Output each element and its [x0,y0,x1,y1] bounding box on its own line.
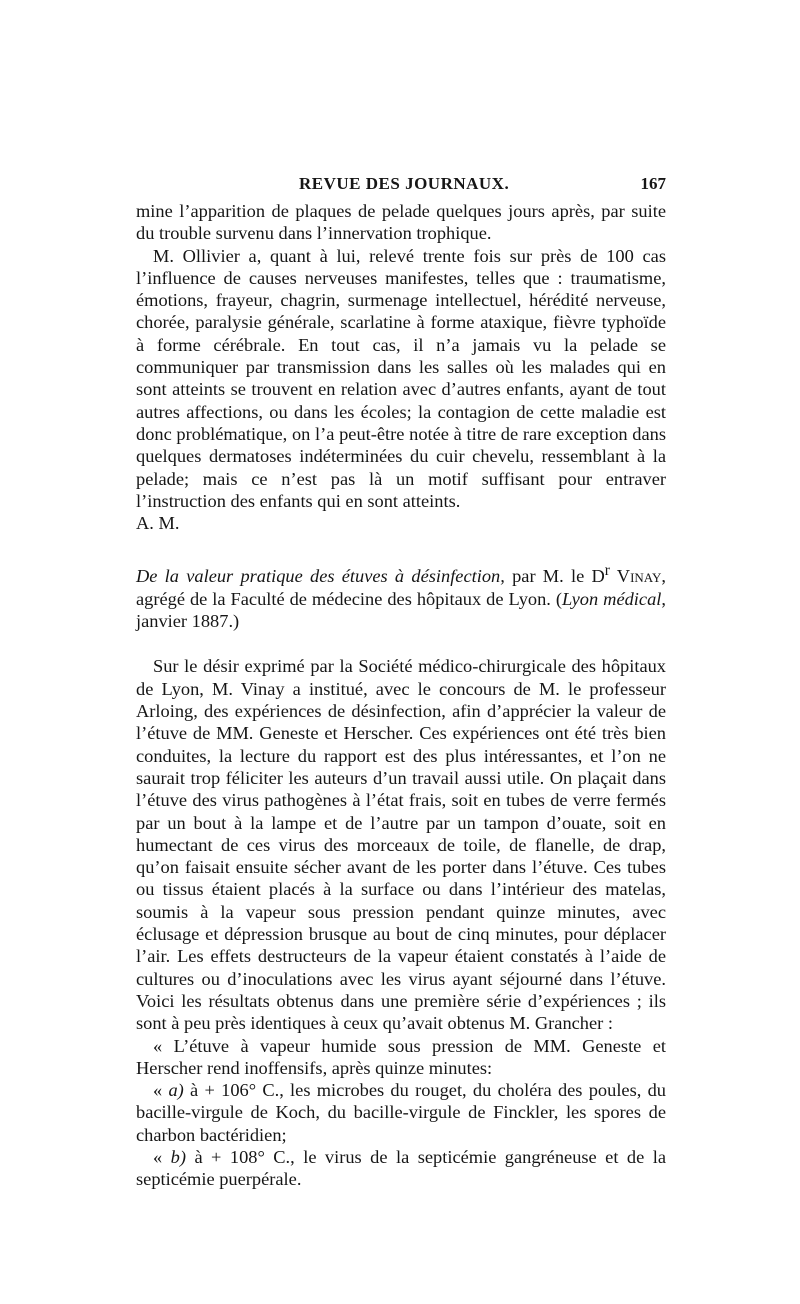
previous-article-paragraph: M. Ollivier a, quant à lui, relevé trente fois sur près de 100 cas l’influence de causes nerveuses manifestes, telles que : traumatisme, émotions, frayeur, chagrin, surmenage intellectuel, hérédité nerveuse, chorée, paralysie générale, scarlatine à forme ataxique, fièvre typhoïde à forme cérébrale. En tout cas, il n’a jamais vu la pelade se communiquer par transmission dans les salles où les malades qui en sont atteints se trouvent en relation avec d’autres enfants, ayant de tout autres affections, ou dans les écoles; la contagion de cette maladie est donc problématique, on l’a peut-être notée à titre de rare exception dans quelques dermatoses indéterminées du cuir chevelu, ressemblant à la pelade; mais ce n’est pas là un motif suffisant pour entraver l’instruction des enfants qui en sont atteints. [136,245,666,511]
item-a-label: a) [168,1080,184,1101]
item-b-text: à + 108° C., le virus de la septicémie gangréneuse et de la septicémie puerpérale. [136,1147,666,1190]
running-head: REVUE DES JOURNAUX. [299,174,510,193]
section-spacer [136,632,666,655]
previous-article-continuation: mine l’apparition de plaques de pelade quelques jours après, par suite du trouble survenu dans l’innervation trophique. [136,201,666,244]
page-number: 167 [640,174,666,193]
article-byline-sup: r [604,562,610,580]
article-journal: Lyon médical [561,588,662,609]
item-b-label: b) [170,1147,186,1167]
article-item-b [136,1146,666,1191]
article-byline-par: par M. le D [504,566,605,587]
article-item-a [136,1079,666,1146]
article-paragraph-1: Sur le désir exprimé par la Société médico-chirurgicale des hôpitaux de Lyon, M. Vinay a institué, avec le concours de M. le professeur Arloing, des expériences de désinfection, afin d’apprécier la valeur de l’étuve de MM. Geneste et Herscher. Ces expériences ont été très bien conduites, la lecture du rapport est des plus intéressantes, et l’on ne saurait trop féliciter les auteurs d’un travail aussi utile. On plaçait dans l’étuve des virus pathogènes à l’état frais, soit en tubes de verre fermés par un bout à la lampe et de l’autre par un tampon d’ouate, soit en humectant de ces virus des morceaux de toile, de flanelle, de drap, qu’on faisait ensuite sécher avant de les porter dans l’étuve. Ces tubes ou tissus étaient placés à la surface ou dans l’intérieur des matelas, soumis à la vapeur sous pression pendant quinze minutes, avec éclusage et dépression brusque au bout de cinq minutes, pour déplacer l’air. Les effets destructeurs de la vapeur étaient constatés à l’aide de cultures ou d’inoculations avec les virus ayant séjourné dans l’étuve. Voici les résultats obtenus dans une première série d’expériences ; ils sont à peu près identiques à ceux qu’avait obtenus M. Grancher : [136,656,666,1034]
page-header [136,160,666,200]
article-heading [136,560,666,632]
article-title: De la valeur pratique des étuves à désinfection, [136,566,505,587]
item-a-quote: « [153,1080,169,1101]
article-paragraph-2: « L’étuve à vapeur humide sous pression de MM. Geneste et Herscher rend inoffensifs, après quinze minutes: [136,1035,666,1078]
item-a-text: à + 106° C., les microbes du rouget, du choléra des poules, du bacille-virgule de Koch, du bacille-virgule de Finckler, les spores de charbon bactéridien; [136,1080,666,1145]
article-affiliation: , agrégé de la Faculté de médecine des hôpitaux de Lyon. ( [136,566,666,609]
document-page [136,160,666,1191]
item-b-quote: « [153,1147,171,1167]
article-author: Vinay [609,566,662,587]
previous-article-signature: A. M. [136,513,180,534]
article-date: , janvier 1887.) [136,588,666,632]
section-spacer [136,534,666,560]
